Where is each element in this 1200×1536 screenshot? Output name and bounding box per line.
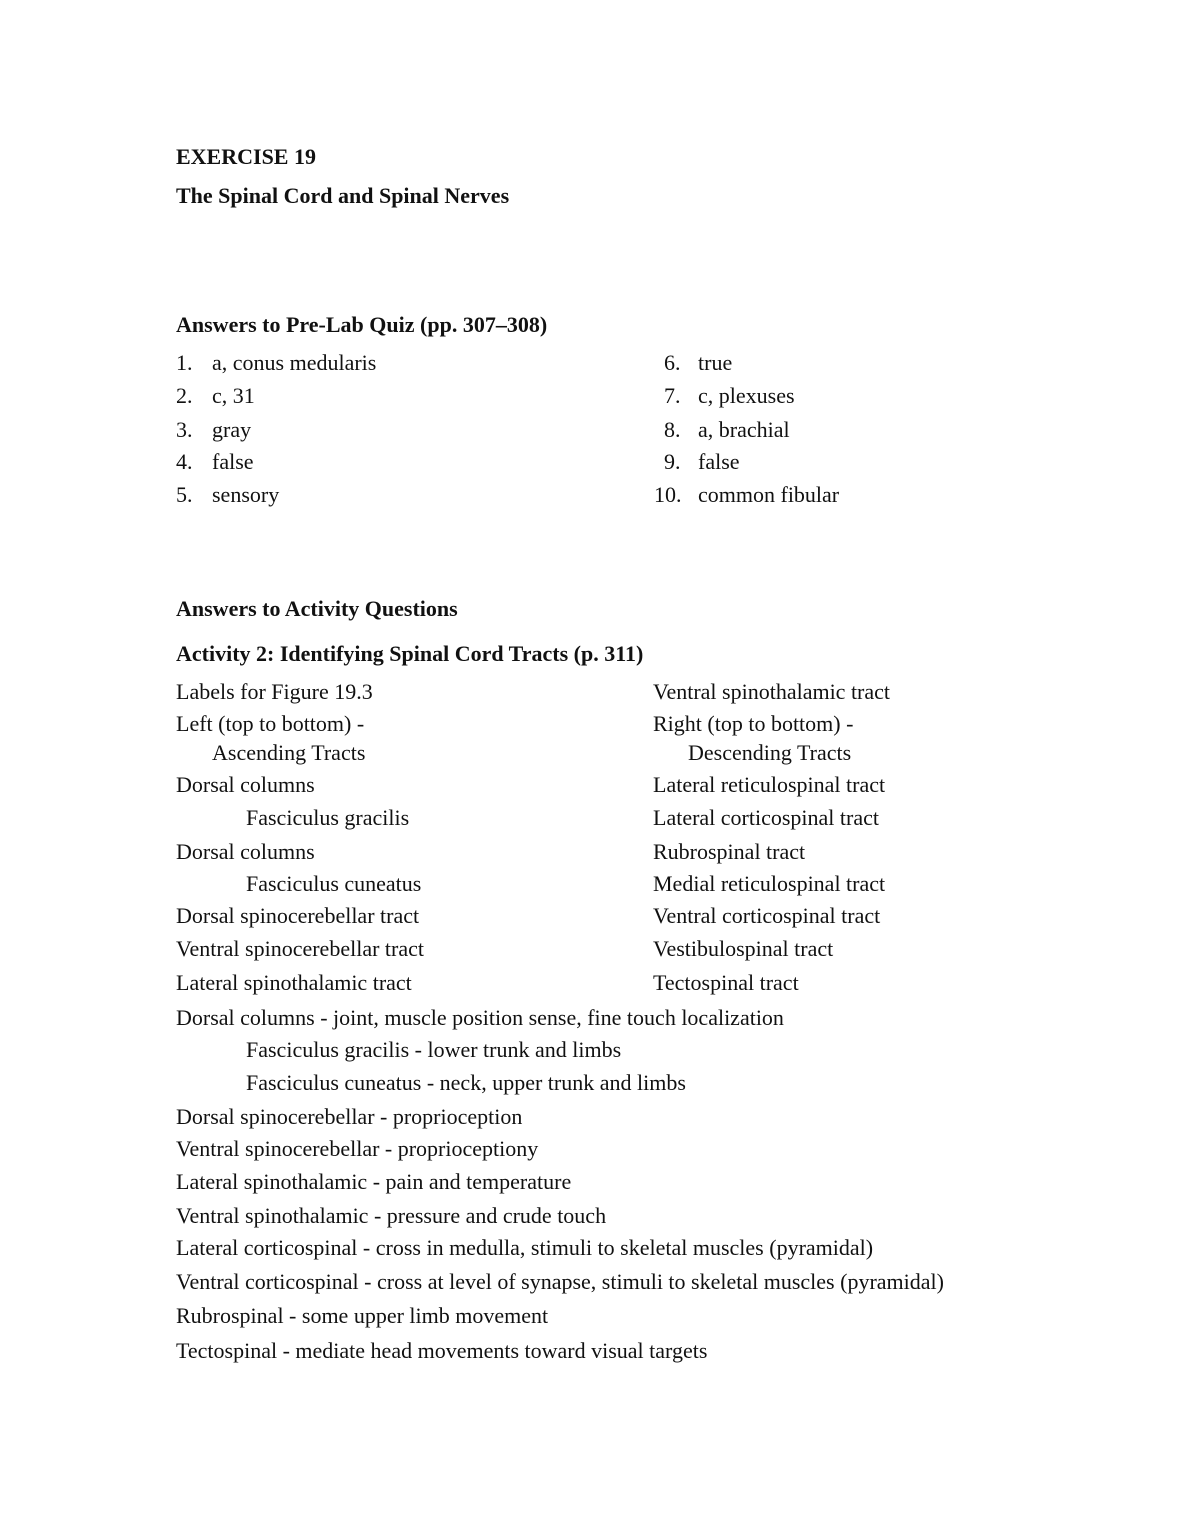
- prelab-answer: false: [698, 449, 740, 474]
- figure-label: Vestibulospinal tract: [653, 936, 834, 961]
- prelab-num: 4.: [176, 449, 193, 474]
- prelab-num: 3.: [176, 417, 193, 442]
- figure-label: Fasciculus gracilis: [246, 805, 410, 830]
- tract-function: Lateral corticospinal - cross in medulla, stimuli to skeletal muscles (pyramidal): [176, 1235, 874, 1260]
- figure-label: Left (top to bottom) -: [176, 711, 365, 736]
- prelab-answer: c, 31: [212, 383, 255, 408]
- figure-label: Lateral spinothalamic tract: [176, 970, 412, 995]
- prelab-answer: sensory: [212, 482, 280, 507]
- figure-label: Ventral spinothalamic tract: [653, 679, 891, 704]
- prelab-num: 5.: [176, 482, 193, 507]
- tract-function: Lateral spinothalamic - pain and temperature: [176, 1169, 572, 1194]
- exercise-title: The Spinal Cord and Spinal Nerves: [176, 183, 510, 208]
- prelab-num: 7.: [664, 383, 681, 408]
- activity-subheading: Activity 2: Identifying Spinal Cord Tracts (p. 311): [176, 641, 644, 666]
- tract-function: Ventral spinocerebellar - proprioceptiony: [176, 1136, 539, 1161]
- prelab-num: 6.: [664, 350, 681, 375]
- tract-function: Fasciculus gracilis - lower trunk and limbs: [246, 1037, 622, 1062]
- figure-label: Ascending Tracts: [212, 740, 366, 765]
- figure-label: Ventral corticospinal tract: [653, 903, 881, 928]
- prelab-answer: c, plexuses: [698, 383, 795, 408]
- prelab-answer: false: [212, 449, 254, 474]
- figure-label: Descending Tracts: [688, 740, 852, 765]
- prelab-answer: true: [698, 350, 733, 375]
- prelab-answer: common fibular: [698, 482, 840, 507]
- figure-label: Ventral spinocerebellar tract: [176, 936, 424, 961]
- tract-function: Ventral spinothalamic - pressure and crude touch: [176, 1203, 607, 1228]
- figure-label: Dorsal columns: [176, 839, 315, 864]
- prelab-num: 1.: [176, 350, 193, 375]
- figure-label: Lateral corticospinal tract: [653, 805, 879, 830]
- prelab-heading: Answers to Pre-Lab Quiz (pp. 307–308): [176, 312, 548, 337]
- prelab-num: 2.: [176, 383, 193, 408]
- figure-label: Lateral reticulospinal tract: [653, 772, 886, 797]
- prelab-num: 9.: [664, 449, 681, 474]
- tract-function: Tectospinal - mediate head movements toward visual targets: [176, 1338, 708, 1363]
- figure-label: Fasciculus cuneatus: [246, 871, 422, 896]
- figure-label: Right (top to bottom) -: [653, 711, 854, 736]
- exercise-number: EXERCISE 19: [176, 144, 316, 169]
- prelab-answer: gray: [212, 417, 252, 442]
- prelab-num: 8.: [664, 417, 681, 442]
- prelab-answer: a, brachial: [698, 417, 790, 442]
- prelab-num: 10.: [654, 482, 682, 507]
- activity-heading: Answers to Activity Questions: [176, 596, 458, 621]
- prelab-answer: a, conus medularis: [212, 350, 377, 375]
- figure-label: Labels for Figure 19.3: [176, 679, 373, 704]
- tract-function: Ventral corticospinal - cross at level of synapse, stimuli to skeletal muscles (pyramidal): [176, 1269, 944, 1294]
- tract-function: Rubrospinal - some upper limb movement: [176, 1303, 549, 1328]
- figure-label: Dorsal columns: [176, 772, 315, 797]
- figure-label: Rubrospinal tract: [653, 839, 806, 864]
- tract-function: Dorsal spinocerebellar - proprioception: [176, 1104, 523, 1129]
- tract-function: Fasciculus cuneatus - neck, upper trunk and limbs: [246, 1070, 686, 1095]
- figure-label: Medial reticulospinal tract: [653, 871, 886, 896]
- tract-function: Dorsal columns - joint, muscle position sense, fine touch localization: [176, 1005, 784, 1030]
- figure-label: Tectospinal tract: [653, 970, 799, 995]
- figure-label: Dorsal spinocerebellar tract: [176, 903, 420, 928]
